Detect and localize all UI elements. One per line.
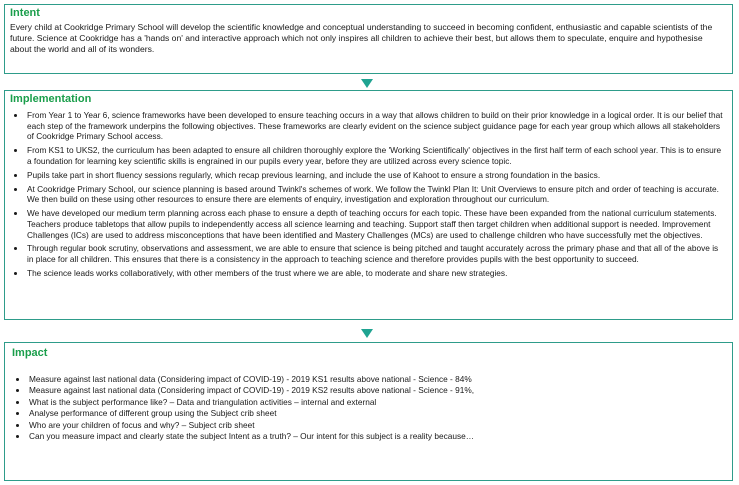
intent-heading: Intent [10,7,40,19]
bullet-icon [16,389,19,392]
bullet-icon [14,114,17,117]
bullet-icon [16,435,19,438]
list-item: Analyse performance of different group using the Subject crib sheet [5,408,726,419]
down-arrow-icon [361,329,373,338]
impact-heading: Impact [12,347,48,359]
list-item: The science leads works collaboratively, with other members of the trust where we are able, to moderate and share new strategies. [5,268,726,279]
intent-text: Every child at Cookridge Primary School will develop the scientific knowledge and conceptual understanding to succeed in becoming confident, enthusiastic and capable scientists of the future. Science at Cookridge has a 'hands on' and interactive approach which not only inspires all children to achieve their best, but allows them to speculate, enquire and hypothesise about the world and all of its wonders. [10,22,713,54]
bullet-icon [14,272,17,275]
implementation-section [4,90,733,320]
list-item: What is the subject performance like? – Data and triangulation activities – internal and external [5,397,726,408]
list-item: From Year 1 to Year 6, science frameworks have been developed to ensure teaching occurs in a way that allows children to build on their prior knowledge in a logical order. It is our belief that each step of the framework underpins the following objectives. These frameworks are clearly evident on the science subject guidance page for each year group which allows all stakeholders of Cookridge Primary School access. [5,110,726,142]
list-item: Can you measure impact and clearly state the subject Intent as a truth? – Our intent for this subject is a reality because… [5,431,726,442]
bullet-icon [16,378,19,381]
implementation-list [5,110,726,282]
bullet-icon [14,247,17,250]
list-item: Through regular book scrutiny, observations and assessment, we are able to ensure that science is being pitched and taught accurately across the primary phase and that all of the above is in place for all children. This ensures that there is a consistency in the approach to teaching science and therefore provides pupils with the best opportunity to succeed. [5,243,726,264]
bullet-icon [16,412,19,415]
intent-section [4,4,733,74]
implementation-heading: Implementation [10,93,92,105]
list-item: Pupils take part in short fluency sessions regularly, which recap previous learning, and include the use of Kahoot to ensure a strong foundation in the basics. [5,170,726,181]
list-item: From KS1 to UKS2, the curriculum has been adapted to ensure all children thoroughly explore the 'Working Scientifically' objectives in the first half term of each school year. This is to ensure a foundation for learning key scientific skills is engrained in our pupils every year, before they are utilized across every science topic. [5,145,726,166]
bullet-icon [16,401,19,404]
bullet-icon [14,212,17,215]
list-item: We have developed our medium term planning across each phase to ensure a depth of teaching occurs for each topic. These have been expanded from the national curriculum statements. Teachers produce tabletops that allow pupils to independently access all science learning and teaching. Support staff then target children when additional support is needed. Improvement Challenges (ICs) are used to address misconceptions that have been identified and Mastery Challenges (MCs) are used to challenge children who have successfully met the objectives. [5,208,726,240]
list-item: Measure against last national data (Considering impact of COVID-19) - 2019 KS2 results above national - Science - 91%, [5,385,726,396]
bullet-icon [14,188,17,191]
down-arrow-icon [361,79,373,88]
list-item: Measure against last national data (Considering impact of COVID-19) - 2019 KS1 results above national - Science - 84% [5,374,726,385]
bullet-icon [16,424,19,427]
bullet-icon [14,174,17,177]
list-item: Who are your children of focus and why? – Subject crib sheet [5,420,726,431]
bullet-icon [14,149,17,152]
impact-list [5,374,726,442]
list-item: At Cookridge Primary School, our science planning is based around Twinkl's schemes of work. We follow the Twinkl Plan It: Unit Overviews to ensure pitch and order of teaching is accurate. We then build on these using other resources to ensure there are elements of enquiry, investigation and exploration throughout our curriculum. [5,184,726,205]
impact-section [4,342,733,481]
